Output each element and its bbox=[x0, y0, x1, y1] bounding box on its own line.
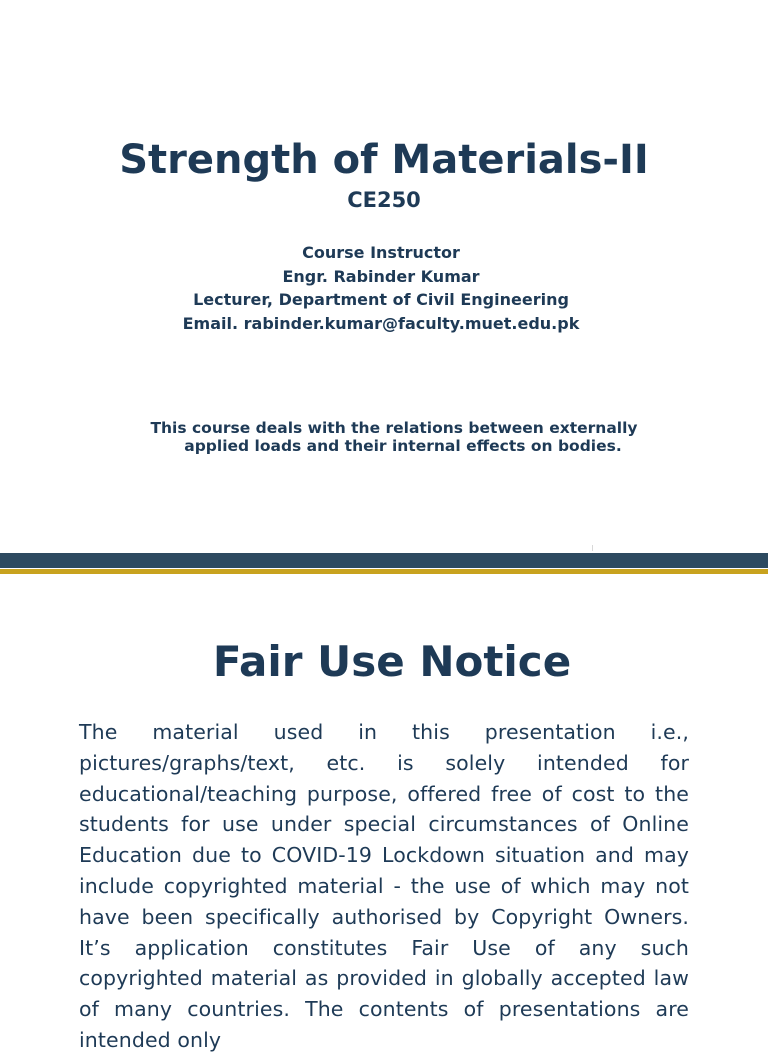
instructor-heading: Course Instructor bbox=[302, 243, 460, 262]
divider-navy-bar bbox=[0, 553, 768, 568]
fair-use-slide bbox=[0, 574, 768, 1052]
fair-use-title: Fair Use Notice bbox=[212, 637, 572, 686]
instructor-position: Lecturer, Department of Civil Engineering bbox=[193, 290, 569, 309]
course-description-line-1: This course deals with the relations between externally bbox=[150, 419, 638, 437]
course-description-line-2: applied loads and their internal effects on bodies. bbox=[184, 437, 622, 455]
instructor-name: Engr. Rabinder Kumar bbox=[282, 266, 480, 286]
course-code: CE250 bbox=[347, 188, 421, 212]
instructor-email: Email. rabinder.kumar@faculty.muet.edu.pk bbox=[182, 313, 580, 333]
fair-use-body: The material used in this presentation i.e., pictures/graphs/text, etc. is solely intended for educational/teaching purpose, offered free of cost to the students for use under special circumstances of Online Education due to COVID-19 Lockdown situation and may include copyrighted material - the use of which may not have been specifically authorised by Copyright Owners. It’s application constitutes Fair Use of any such copyrighted material as provided in globally accepted law of many countries. The contents of presentations are intended only bbox=[79, 720, 689, 1052]
instructor-block bbox=[0, 241, 762, 335]
course-title: Strength of Materials-II bbox=[119, 137, 649, 183]
course-description bbox=[0, 419, 768, 455]
slide-marker bbox=[592, 545, 593, 551]
